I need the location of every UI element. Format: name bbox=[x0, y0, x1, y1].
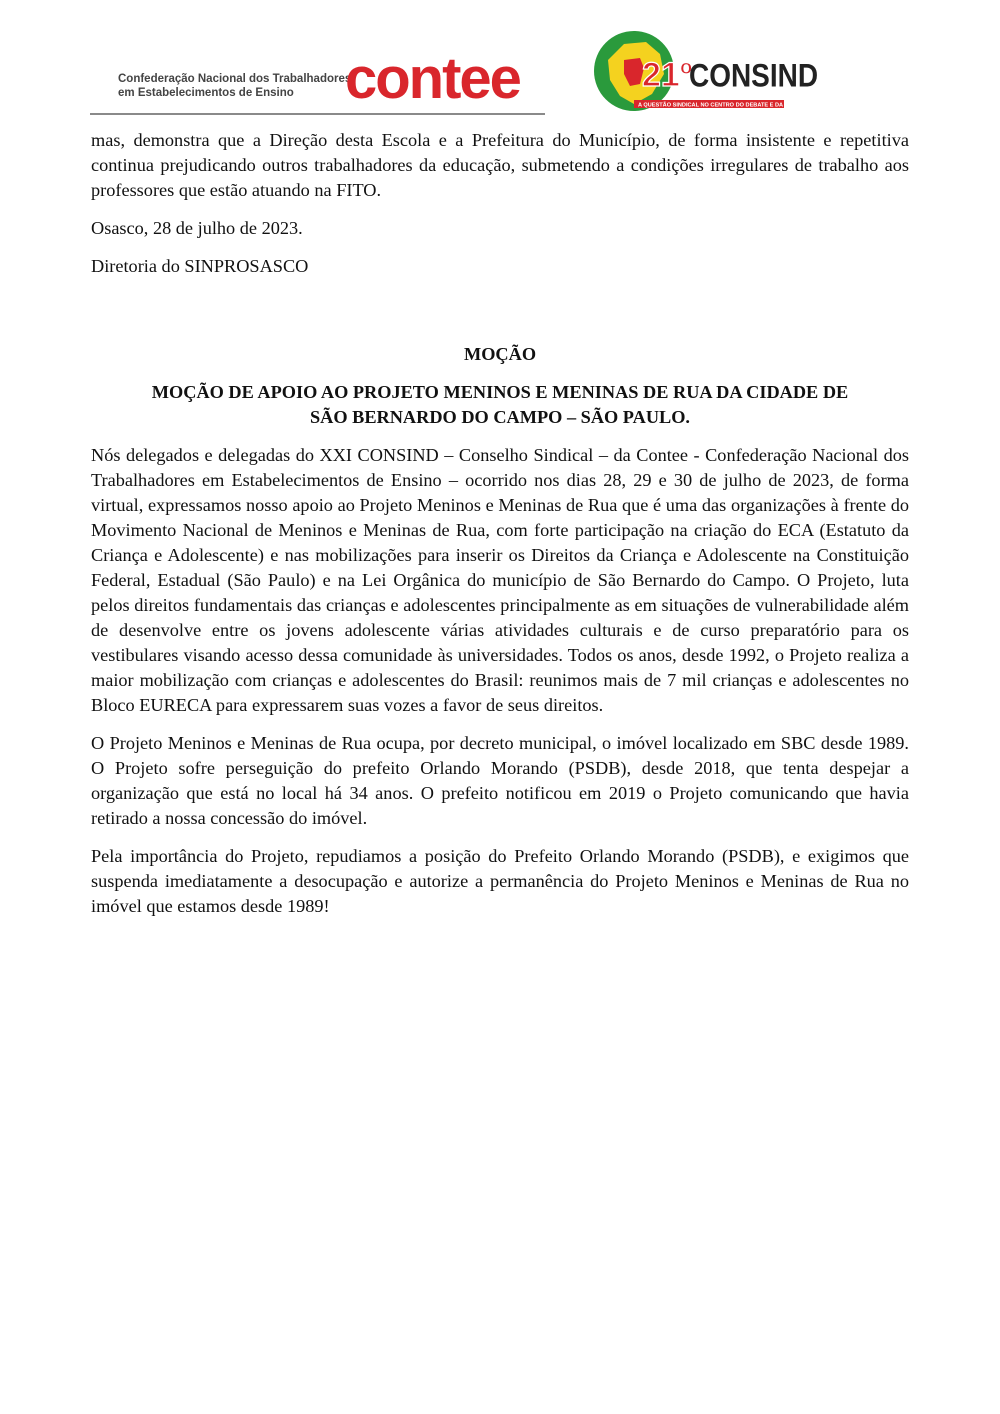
motion-title-line2: SÃO BERNARDO DO CAMPO – SÃO PAULO. bbox=[309, 407, 691, 427]
motion-paragraph-3: Pela importância do Projeto, repudiamos a posição do Prefeito Orlando Morando (PSDB), e exigimos que suspenda imediatamente a desocupação e autorize a permanência do Projeto Meninos e Meninas de Rua no imóvel que estamos desde 1989! bbox=[91, 846, 909, 916]
contee-logo bbox=[345, 46, 545, 111]
section-spacer bbox=[91, 292, 909, 342]
motion-paragraph-1: Nós delegados e delegadas do XXI CONSIND – Conselho Sindical – da Contee - Confederação Nacional dos Trabalhadores em Estabelecimentos de Ensino – ocorrido nos dias 28, 29 e 30 de julho de 2023, de forma virtual, expressamos nosso apoio ao Projeto Meninos e Meninas de Rua que é uma das organizações à frente do Movimento Nacional de Meninos e Meninas de Rua, com forte participação na criação do ECA (Estatuto da Criança e Adolescente) e nas mobilizações para inserir os Direitos da Criança e Adolescente na Constituição Federal, Estadual (São Paulo) e na Lei Orgânica do município de São Bernardo do Campo. O Projeto, luta pelos direitos fundamentais das crianças e adolescentes principalmente as em situações de vulnerabilidade além de desenvolve entre os jovens adolescente várias atividades culturais e de curso preparatório para os vestibulares visando acesso dessa comunidade às universidades. Todos os anos, desde 1992, o Projeto realiza a maior mobilização com crianças e adolescentes do Brasil: reunimos mais de 7 mil crianças e adolescentes no Bloco EURECA para expressarem suas vozes a favor de seus direitos. bbox=[91, 445, 909, 715]
consind-logo-tagline: A QUESTÃO SINDICAL NO CENTRO DO DEBATE E DA LUTA! bbox=[638, 102, 801, 109]
motion-paragraph-2: O Projeto Meninos e Meninas de Rua ocupa, por decreto municipal, o imóvel localizado em SBC desde 1989. O Projeto sofre perseguição do prefeito Orlando Morando (PSDB), desde 2018, que tenta despejar a organização que está no local há 34 anos. O prefeito notificou em 2019 o Projeto comunicando que havia retirado a nossa concessão do imóvel. bbox=[91, 733, 909, 828]
date-line: Osasco, 28 de julho de 2023. bbox=[91, 218, 303, 238]
document-body bbox=[91, 128, 909, 932]
intro-paragraph: mas, demonstra que a Direção desta Escola e a Prefeitura do Município, de forma insistente e repetitiva continua prejudicando outros trabalhadores da educação, submetendo a condições irregulares de trabalho aos professores que estão atuando na FITO. bbox=[91, 130, 909, 200]
consind-logo-number: 21º bbox=[642, 56, 693, 94]
motion-heading: MOÇÃO bbox=[463, 344, 537, 364]
header-divider bbox=[90, 113, 545, 115]
consind-logo bbox=[594, 30, 819, 114]
letterhead bbox=[0, 0, 1000, 130]
motion-title-line1: MOÇÃO DE APOIO AO PROJETO MENINOS E MENINAS DE RUA DA CIDADE DE bbox=[151, 382, 849, 402]
confederation-name-line2: em Estabelecimentos de Ensino bbox=[118, 87, 294, 99]
confederation-name bbox=[118, 72, 351, 100]
confederation-name-line1: Confederação Nacional dos Trabalhadores bbox=[118, 73, 352, 85]
motion-title bbox=[91, 380, 909, 430]
signature: Diretoria do SINPROSASCO bbox=[91, 256, 309, 276]
consind-logo-text: CONSIND bbox=[689, 58, 819, 94]
contee-logo-text: contee bbox=[345, 46, 520, 111]
